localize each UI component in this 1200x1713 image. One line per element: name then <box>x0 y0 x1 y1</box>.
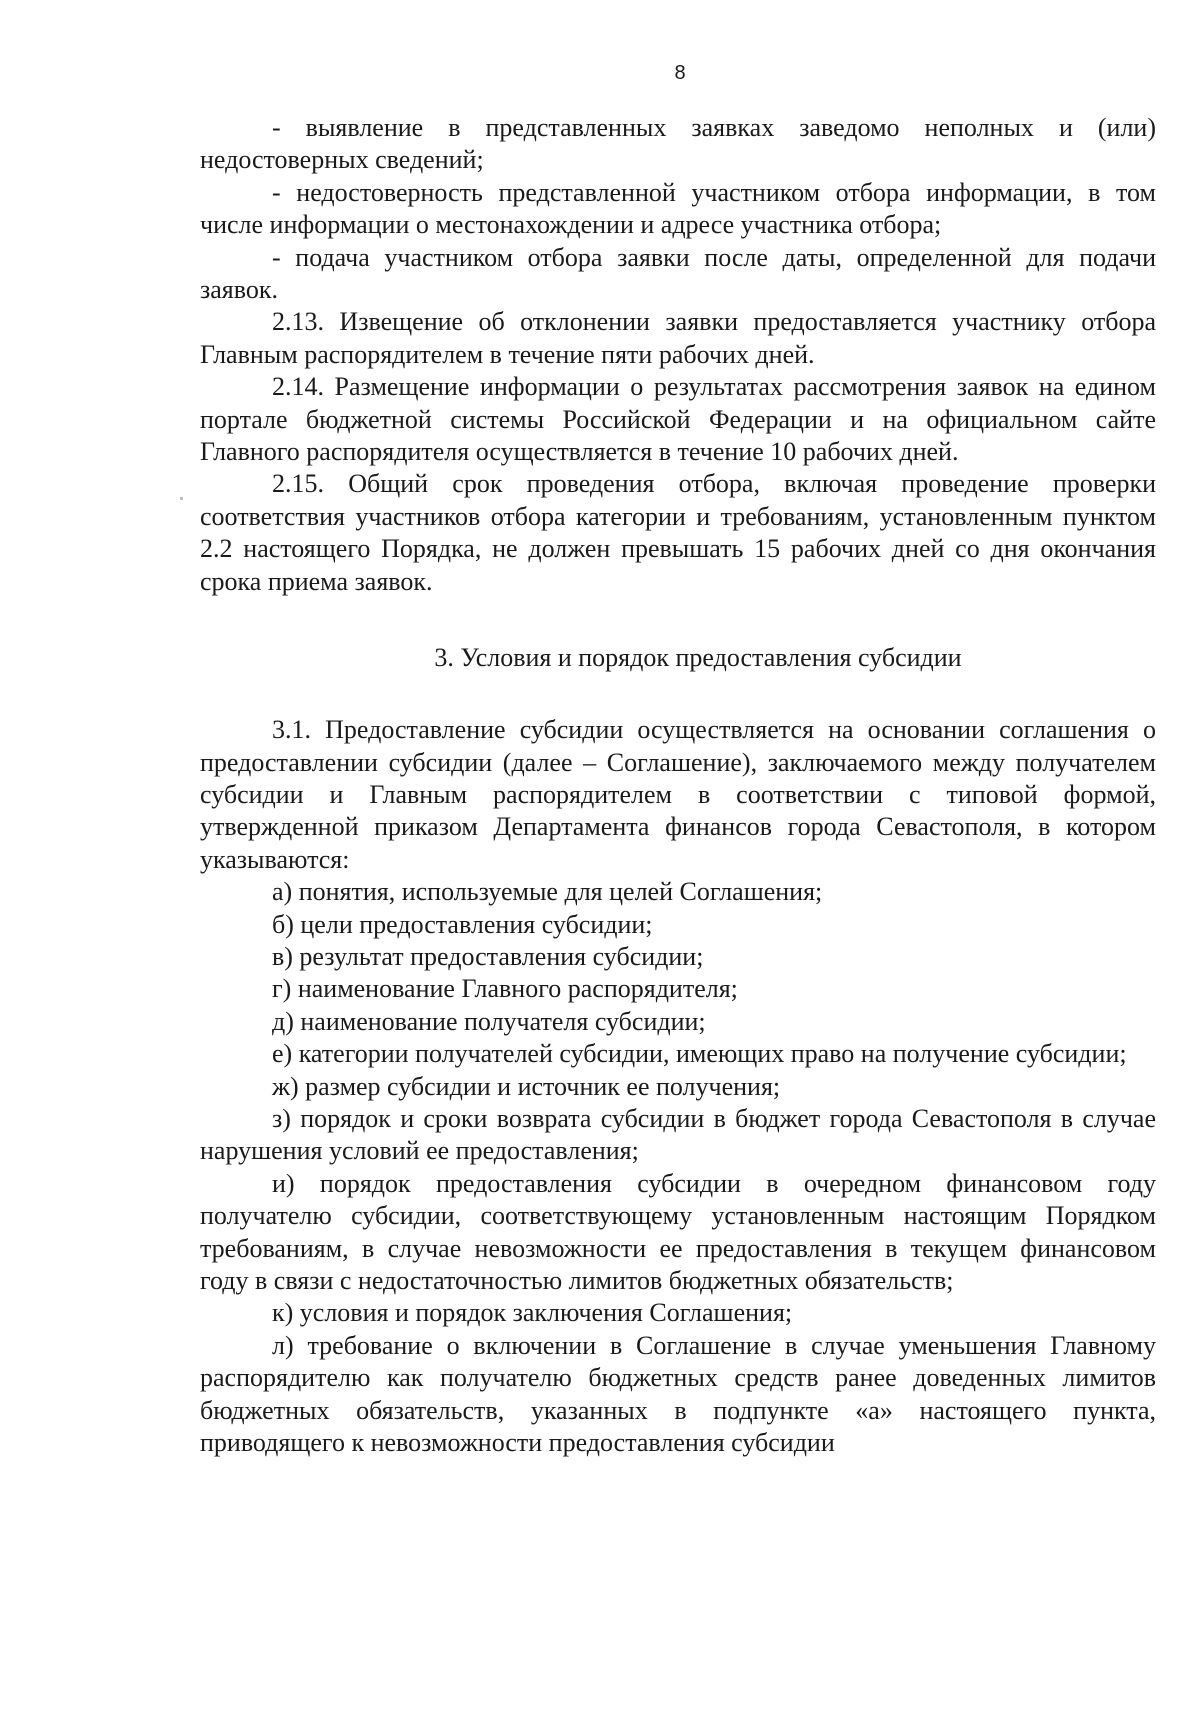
list-item-i: и) порядок предоставления субсидии в очередном финансовом году получателю субсидии, соответствующему установленным настоящим Порядком требованиям, в случае невозможности ее предоставления в текущем финансовом году в связи с недостаточностью лимитов бюджетных обязательств; <box>200 1168 1156 1295</box>
paragraph-2-14: 2.14. Размещение информации о результатах рассмотрения заявок на едином портале бюджетной системы Российской Федерации и на официальном сайте Главного распорядителя осуществляется в течение 10 рабочих дней. <box>200 372 1156 467</box>
paragraph-2-15: 2.15. Общий срок проведения отбора, включая проведение проверки соответствия участников отбора категории и требованиям, установленным пунктом 2.2 настоящего Порядка, не должен превышать 15 рабочих дней со дня окончания срока приема заявок. <box>200 469 1156 596</box>
list-item-d: д) наименование получателя субсидии; <box>272 1006 706 1036</box>
list-item-k: к) условия и порядок заключения Соглашения; <box>272 1298 793 1328</box>
paragraph-3-1: 3.1. Предоставление субсидии осуществляется на основании соглашения о предоставлении субсидии (далее – Соглашение), заключаемого между получателем субсидии и Главным распорядителем в соответствии с типовой формой, утвержденной приказом Департамента финансов города Севастополя, в котором указываются: <box>200 715 1156 874</box>
list-item-e: е) категории получателей субсидии, имеющих право на получение субсидии; <box>272 1039 1127 1069</box>
list-item-v: в) результат предоставления субсидии; <box>272 941 704 971</box>
list-item-zh: ж) размер субсидии и источник ее получения; <box>272 1071 781 1101</box>
scan-speck <box>180 497 183 500</box>
list-item-b: б) цели предоставления субсидии; <box>272 909 653 939</box>
list-item-l: л) требование о включении в Соглашение в случае уменьшения Главному распорядителю как получателю бюджетных средств ранее доведенных лимитов бюджетных обязательств, указанных в подпункте «а» настоящего пункта, приводящего к невозможности предоставления субсидии <box>200 1330 1156 1458</box>
paragraph-2-13: 2.13. Извещение об отклонении заявки предоставляется участнику отбора Главным распорядителем в течение пяти рабочих дней. <box>200 307 1156 369</box>
list-item-z: з) порядок и сроки возврата субсидии в бюджет города Севастополя в случае нарушения условий ее предоставления; <box>200 1103 1156 1166</box>
section-heading: 3. Условия и порядок предоставления субсидии <box>434 643 962 673</box>
document-body <box>200 112 1156 1459</box>
paragraph-bullet-1: - выявление в представленных заявках заведомо неполных и (или) недостоверных сведений; <box>200 113 1156 175</box>
page-number: 8 <box>674 62 686 84</box>
paragraph-bullet-3: - подача участником отбора заявки после даты, определенной для подачи заявок. <box>200 242 1156 305</box>
paragraph-bullet-2: - недостоверность представленной участником отбора информации, в том числе информации о местонахождении и адресе участника отбора; <box>200 177 1156 240</box>
list-item-a: а) понятия, используемые для целей Соглашения; <box>272 877 823 907</box>
list-item-g: г) наименование Главного распорядителя; <box>272 974 738 1004</box>
